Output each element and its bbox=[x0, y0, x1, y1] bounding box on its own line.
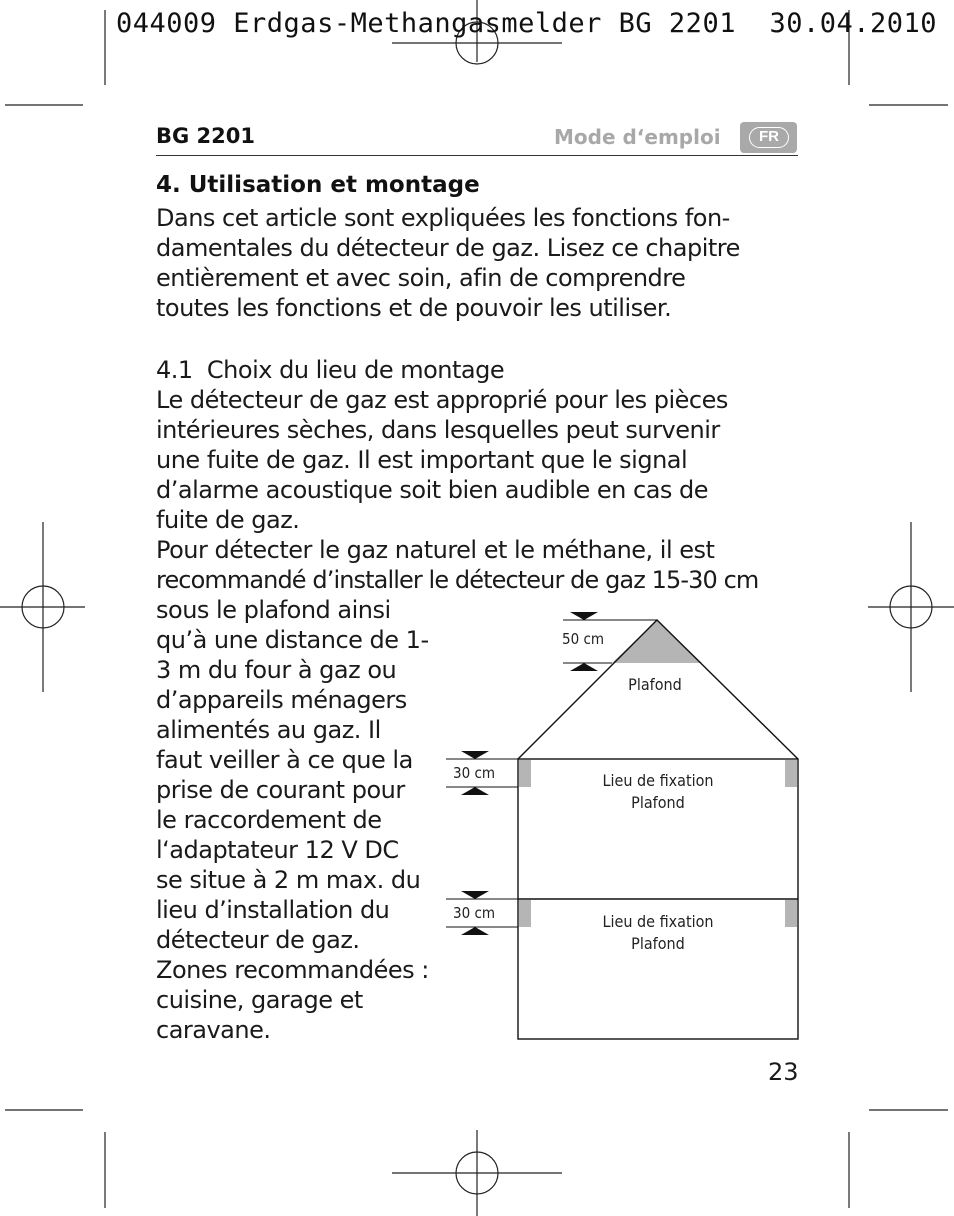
body-line: fuite de gaz. bbox=[156, 506, 300, 534]
column-line: d’appareils ménagers bbox=[156, 686, 407, 714]
column-line: 3 m du four à gaz ou bbox=[156, 656, 397, 684]
lower-dimension-label: 30 cm bbox=[453, 904, 496, 922]
section-heading: 4. Utilisation et montage bbox=[156, 172, 480, 198]
body-line: recommandé d’installer le détecteur de gaz 15-30 cm bbox=[156, 566, 759, 594]
roof-label: Plafond bbox=[628, 675, 682, 694]
body-line: Pour détecter le gaz naturel et le méthane, il est bbox=[156, 536, 715, 564]
mount-zone-lower-right bbox=[785, 900, 797, 927]
lower-mount-label: Lieu de fixation bbox=[602, 912, 714, 931]
header-rule bbox=[156, 155, 798, 156]
body-line: intérieures sèches, dans lesquelles peut survenir bbox=[156, 416, 720, 444]
mount-zone-upper-right bbox=[785, 760, 797, 787]
column-line: Zones recommandées : bbox=[156, 956, 429, 984]
upper-mount-label: Plafond bbox=[631, 793, 685, 812]
intro-line: Dans cet article sont expliquées les fonctions fon- bbox=[156, 204, 730, 232]
mount-zone-upper-left bbox=[519, 760, 531, 787]
column-line: prise de courant pour bbox=[156, 776, 405, 804]
upper-dimension-label: 30 cm bbox=[453, 764, 496, 782]
body-line: une fuite de gaz. Il est important que le signal bbox=[156, 446, 688, 474]
mounting-diagram bbox=[440, 605, 805, 1045]
column-line: l‘adaptateur 12 V DC bbox=[156, 836, 399, 864]
mount-zone-lower-left bbox=[519, 900, 531, 927]
column-line: se situe à 2 m max. du bbox=[156, 866, 421, 894]
column-line: détecteur de gaz. bbox=[156, 926, 360, 954]
column-line: alimentés au gaz. Il bbox=[156, 716, 381, 744]
column-line: lieu d’installation du bbox=[156, 896, 390, 924]
column-line: caravane. bbox=[156, 1016, 271, 1044]
print-slug: 044009 Erdgas-Methangasmelder BG 2201 30.04.2010 bbox=[116, 8, 938, 39]
upper-mount-label: Lieu de fixation bbox=[602, 771, 714, 790]
roof-dimension-label: 50 cm bbox=[562, 630, 605, 648]
intro-line: entièrement et avec soin, afin de comprendre bbox=[156, 264, 686, 292]
header-model-name: BG 2201 bbox=[156, 124, 256, 148]
column-line: faut veiller à ce que la bbox=[156, 746, 413, 774]
lower-mount-label: Plafond bbox=[631, 934, 685, 953]
header-document-type: Mode d‘emploi bbox=[554, 125, 721, 149]
intro-line: damentales du détecteur de gaz. Lisez ce chapitre bbox=[156, 234, 740, 262]
column-line: le raccordement de bbox=[156, 806, 382, 834]
body-line: Le détecteur de gaz est approprié pour les pièces bbox=[156, 386, 728, 414]
language-badge-label: FR bbox=[749, 127, 789, 148]
intro-line: toutes les fonctions et de pouvoir les utiliser. bbox=[156, 294, 672, 322]
roof-zone-shading bbox=[612, 620, 702, 663]
body-line: d’alarme acoustique soit bien audible en cas de bbox=[156, 476, 709, 504]
language-badge bbox=[740, 122, 797, 153]
column-line: sous le plafond ainsi bbox=[156, 596, 391, 624]
column-line: qu’à une distance de 1- bbox=[156, 626, 429, 654]
subsection-heading: 4.1 Choix du lieu de montage bbox=[156, 356, 505, 384]
column-line: cuisine, garage et bbox=[156, 986, 363, 1014]
page-number: 23 bbox=[768, 1058, 799, 1086]
